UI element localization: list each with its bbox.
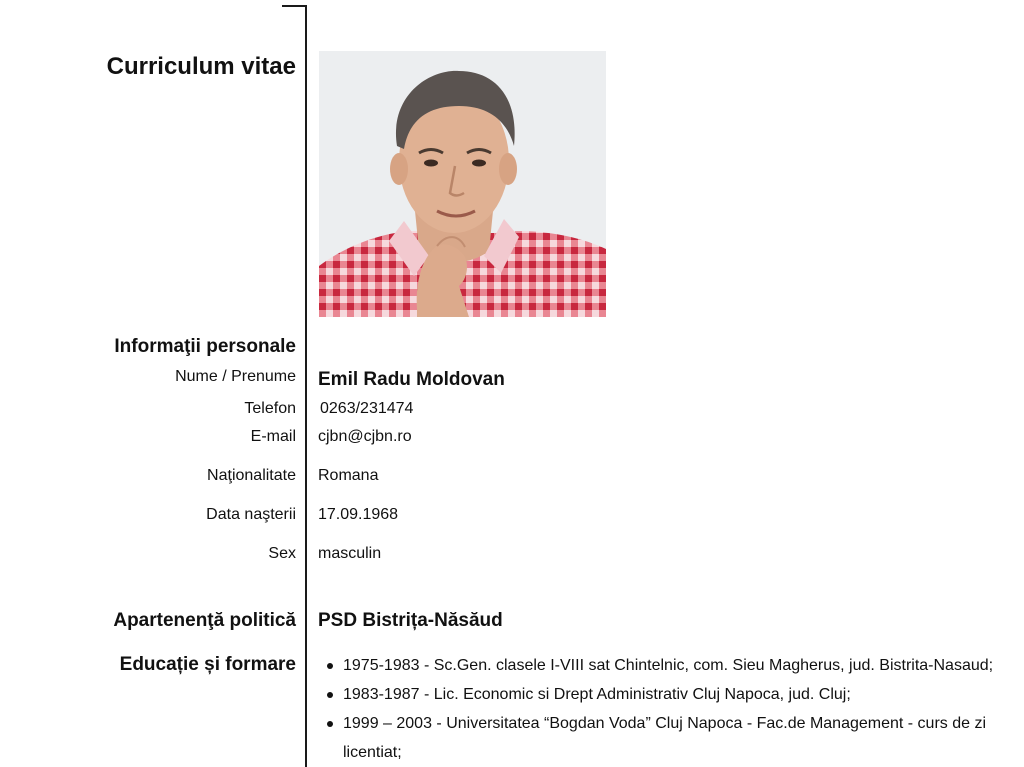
- profile-photo: [319, 51, 606, 317]
- phone-label: Telefon: [244, 400, 296, 417]
- political-label: Apartenenţă politică: [113, 610, 296, 631]
- bullet-icon: [327, 692, 333, 698]
- email-value[interactable]: cjbn@cjbn.ro: [318, 428, 412, 445]
- personal-info-heading: Informaţii personale: [114, 336, 296, 357]
- nationality-label: Naţionalitate: [207, 467, 296, 484]
- education-label: Educație și formare: [119, 654, 296, 675]
- education-list: [325, 651, 1015, 767]
- sex-value: masculin: [318, 545, 382, 562]
- birthdate-value: 17.09.1968: [318, 506, 399, 523]
- phone-value: 0263/231474: [320, 400, 414, 417]
- education-item: 1975-1983 - Sc.Gen. clasele I-VIII sat Chintelnic, com. Sieu Magherus, jud. Bistrita-Nasaud;: [325, 651, 1015, 680]
- bullet-icon: [327, 721, 333, 727]
- name-value: Emil Radu Moldovan: [318, 369, 505, 390]
- birthdate-label: Data naşterii: [206, 506, 296, 523]
- nationality-value: Romana: [318, 467, 379, 484]
- vertical-divider: [305, 5, 307, 767]
- education-item: 1999 – 2003 - Universitatea “Bogdan Voda” Cluj Napoca - Fac.de Management - curs de zi licentiat;: [325, 709, 1015, 767]
- email-label: E-mail: [250, 428, 296, 445]
- top-rule: [282, 5, 306, 7]
- bullet-icon: [327, 663, 333, 669]
- name-label: Nume / Prenume: [175, 368, 296, 385]
- cv-title: Curriculum vitae: [106, 53, 296, 80]
- sex-label: Sex: [268, 545, 296, 562]
- education-item: 1983-1987 - Lic. Economic si Drept Administrativ Cluj Napoca, jud. Cluj;: [325, 680, 1015, 709]
- political-value: PSD Bistrița-Năsăud: [318, 610, 503, 631]
